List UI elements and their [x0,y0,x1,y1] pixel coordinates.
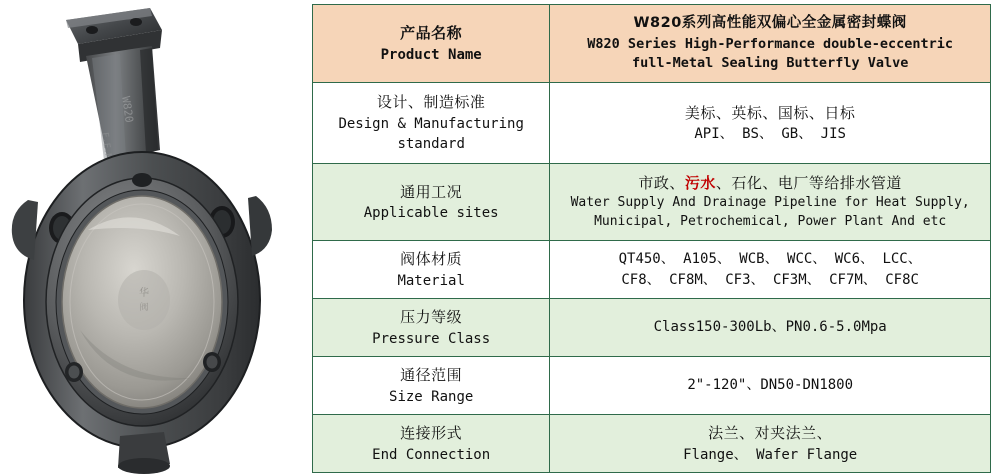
label-en: Applicable sites [363,205,499,222]
value-cn-post: 、石化、电厂等给排水管道 [715,173,902,192]
row-value-size-range [550,357,991,415]
value-en-line1: W820 Series High-Performance double-eccentric [587,35,954,52]
row-label-end-connection [313,415,550,473]
row-value-end-connection [550,415,991,473]
value-en-line1: Flange、 Wafer Flange [683,446,858,463]
table-row [313,299,991,357]
label-en-line2: standard [397,136,465,153]
value-en-line1: Water Supply And Drainage Pipeline for Heat Supply, [570,195,970,211]
row-label-pressure-class [313,299,550,357]
row-value-material [550,241,991,299]
value-en-line2: full-Metal Sealing Butterfly Valve [632,55,909,72]
table-row [313,357,991,415]
value-en-line2: CF8、 CF8M、 CF3、 CF3M、 CF7M、 CF8C [621,271,919,288]
row-label-size-range [313,357,550,415]
svg-text:阀: 阀 [139,303,149,313]
label-en: End Connection [372,446,491,463]
row-label-material [313,241,550,299]
label-cn: 产品名称 [400,24,463,43]
specification-table-pane [310,0,995,476]
row-value-design-standard [550,83,991,164]
row-value-product-name [550,5,991,83]
table-row [313,415,991,473]
label-cn: 阀体材质 [400,250,463,269]
row-label-applicable-sites [313,163,550,240]
label-en: Pressure Class [372,330,491,347]
value-cn-highlight: 污水 [684,173,716,192]
row-value-applicable-sites [550,163,991,240]
label-en: Material [397,272,465,289]
label-cn: 连接形式 [400,424,463,443]
specification-table [312,4,991,473]
value-cn: W820系列高性能双偏心全金属密封蝶阀 [633,15,907,32]
butterfly-valve-photo [0,0,310,476]
value-en-line1: API、 BS、 GB、 JIS [694,126,846,143]
value-en-line1: 2"-120"、DN50-DN1800 [687,377,854,394]
value-cn: 法兰、对夹法兰、 [708,424,833,443]
valve-disc [62,196,222,408]
valve-stem-housing [86,46,160,162]
value-cn: 美标、英标、国标、日标 [684,103,856,122]
label-cn: 设计、制造标准 [376,93,486,112]
value-en-line1: Class150-300Lb、PN0.6-5.0Mpa [653,319,887,336]
table-row [313,163,991,240]
label-en: Size Range [389,388,474,405]
svg-text:F.E.M: F.E.M [99,131,113,160]
value-cn [556,172,984,195]
label-cn: 通径范围 [400,366,463,385]
table-row [313,83,991,164]
svg-text:W820: W820 [119,95,136,124]
value-en-line1: QT450、 A105、 WCB、 WCC、 WC6、 LCC、 [618,251,922,268]
row-label-product-name [313,5,550,83]
label-cn: 压力等级 [400,308,463,327]
value-cn-pre: 市政、 [638,173,685,192]
svg-text:华: 华 [139,288,149,299]
table-row [313,5,991,83]
row-label-design-standard [313,83,550,164]
label-en-line1: Design & Manufacturing [338,115,524,132]
row-value-pressure-class [550,299,991,357]
label-cn: 通用工况 [400,182,463,201]
value-en-line2: Municipal, Petrochemical, Power Plant And etc [594,214,947,230]
label-en: Product Name [380,46,482,63]
product-image-pane [0,0,310,476]
table-row [313,241,991,299]
